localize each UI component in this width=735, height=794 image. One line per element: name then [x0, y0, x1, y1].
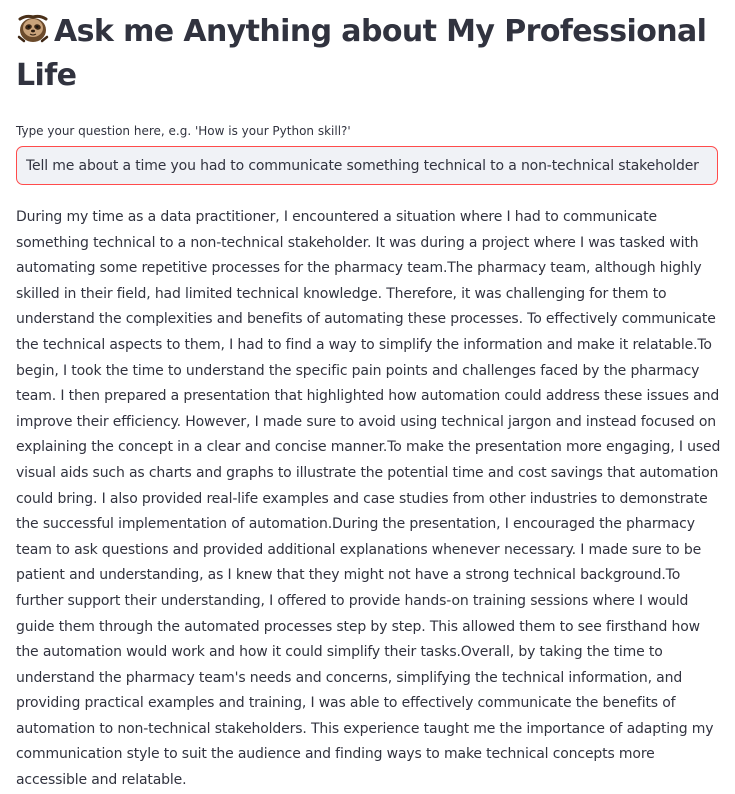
page-title: [16, 0, 721, 98]
question-input-label: Type your question here, e.g. 'How is your Python skill?': [16, 124, 351, 138]
question-input[interactable]: [26, 158, 708, 174]
sloth-emoji-icon: [16, 11, 50, 45]
question-input-container[interactable]: [16, 146, 718, 185]
page-title-text: Ask me Anything about My Professional Life: [16, 14, 707, 93]
main-content: [16, 0, 721, 794]
answer-text: During my time as a data practitioner, I encountered a situation where I had to communicate something technical to a non-technical stakeholder. It was during a project where I was tasked with automating some repetitive processes for the pharmacy team.The pharmacy team, although highly skilled in their field, had limited technical knowledge. Therefore, it was challenging for them to understand the complexities and benefits of automating these processes. To effectively communicate the technical aspects to them, I had to find a way to simplify the information and make it relatable.To begin, I took the time to understand the specific pain points and challenges faced by the pharmacy team. I then prepared a presentation that highlighted how automation could address these issues and improve their efficiency. However, I made sure to avoid using technical jargon and instead focused on explaining the concept in a clear and concise manner.To make the presentation more engaging, I used visual aids such as charts and graphs to illustrate the potential time and cost savings that automation could bring. I also provided real-life examples and case studies from other industries to demonstrate the successful implementation of automation.During the presentation, I encouraged the pharmacy team to ask questions and provided additional explanations whenever necessary. I made sure to be patient and understanding, as I knew that they might not have a strong technical background.To further support their understanding, I offered to provide hands-on training sessions where I would guide them through the automated processes step by step. This allowed them to see firsthand how the automation would work and how it could simplify their tasks.Overall, by taking the time to understand the pharmacy team's needs and concerns, simplifying the technical information, and providing practical examples and training, I was able to effectively communicate the benefits of automation to non-technical stakeholders. This experience taught me the importance of adapting my communication style to suit the audience and finding ways to make technical concepts more accessible and relatable.: [16, 209, 721, 789]
